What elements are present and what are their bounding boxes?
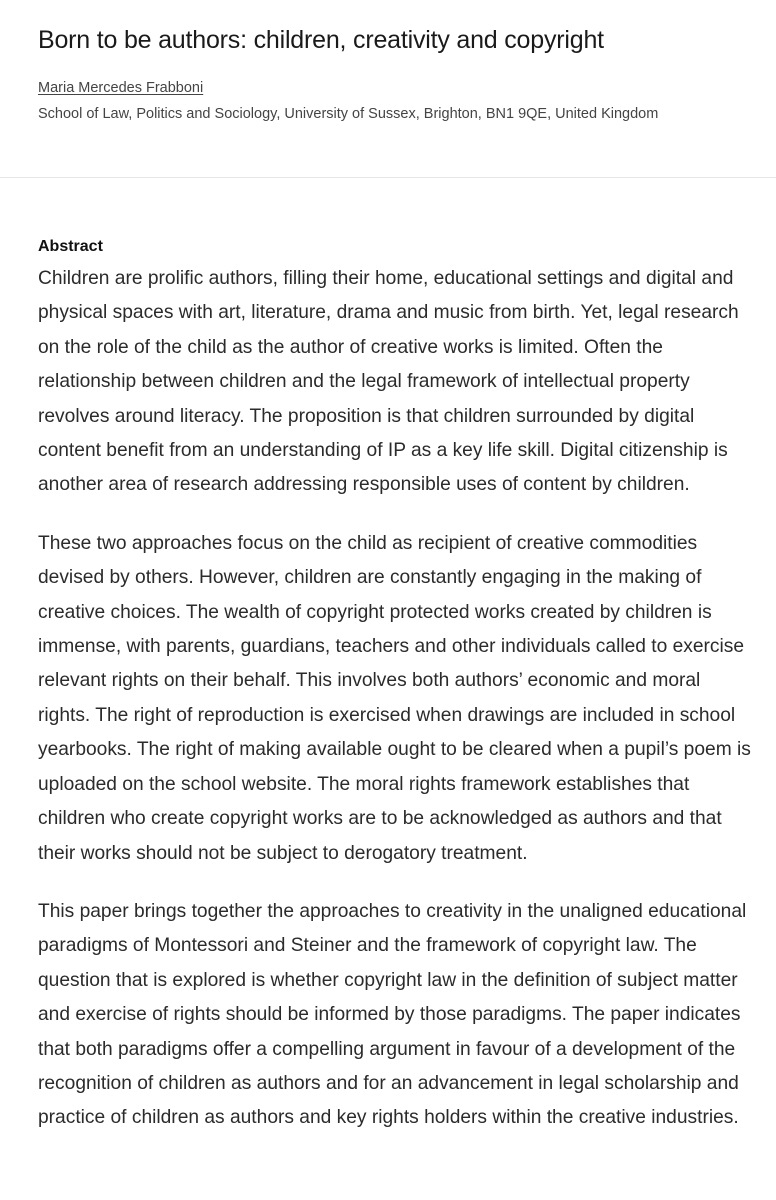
- abstract-heading: Abstract: [38, 238, 103, 255]
- abstract-section: [38, 236, 754, 1136]
- abstract-paragraph-1: Children are prolific authors, filling their home, educational settings and digital and physical spaces with art, literature, drama and music from birth. Yet, legal research on the role of the child as the author of creative works is limited. Often the relationship between children and the legal framework of intellectual property revolves around literacy. The proposition is that children surrounded by digital content benefit from an understanding of IP as a key life skill. Digital citizenship is another area of research addressing responsible uses of content by children.: [38, 268, 739, 496]
- author-affiliation: School of Law, Politics and Sociology, University of Sussex, Brighton, BN1 9QE, United Kingdom: [38, 106, 659, 122]
- paper-header: [0, 0, 776, 178]
- abstract-paragraph-2: These two approaches focus on the child as recipient of creative commodities devised by others. However, children are constantly engaging in the making of creative choices. The wealth of copyright protected works created by children is immense, with parents, guardians, teachers and other individuals called to exercise relevant rights on their behalf. This involves both authors’ economic and moral rights. The right of reproduction is exercised when drawings are included in school yearbooks. The right of making available ought to be cleared when a pupil’s poem is uploaded on the school website. The moral rights framework establishes that children who create copyright works are to be acknowledged as authors and that their works should not be subject to derogatory treatment.: [38, 532, 751, 864]
- paper-title: Born to be authors: children, creativity and copyright: [38, 26, 604, 54]
- abstract-paragraph-3: This paper brings together the approaches to creativity in the unaligned educational paradigms of Montessori and Steiner and the framework of copyright law. The question that is explored is whether copyright law in the definition of subject matter and exercise of rights should be informed by those paradigms. The paper indicates that both paradigms offer a compelling argument in favour of a development of the recognition of children as authors and for an advancement in legal scholarship and practice of children as authors and key rights holders within the creative industries.: [38, 900, 747, 1129]
- author-link[interactable]: Maria Mercedes Frabboni: [38, 80, 204, 96]
